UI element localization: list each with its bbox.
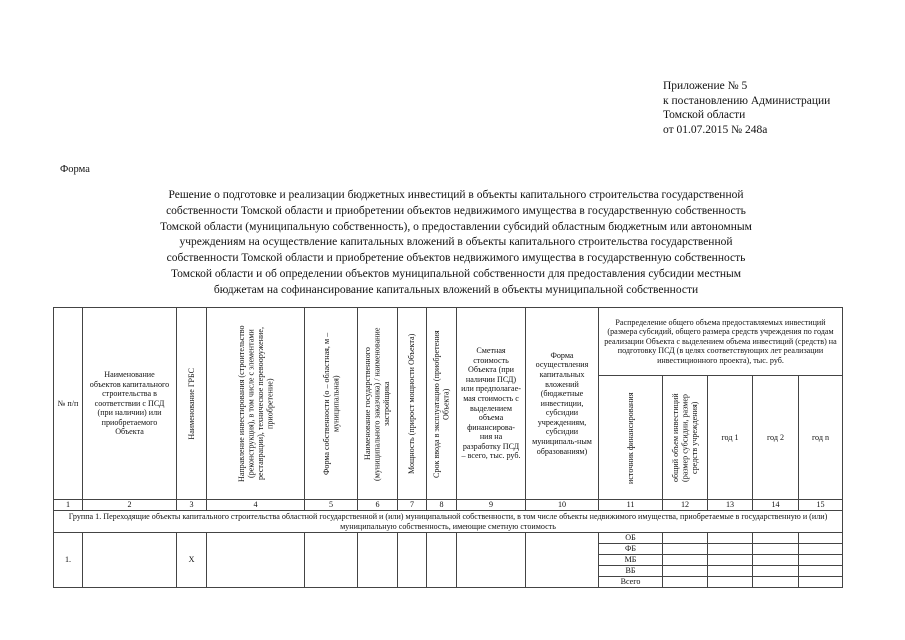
group-1-row: Группа 1. Переходящие объекты капитального строительства областной государственной и (или) муниципальной собственности, в том числе объекты недвижимого имущества, приобретаемые в государственную и (или) муниципальную собственность, имеющие сметную стоимость: [54, 511, 843, 533]
header-investment-form: Форма осуществления капитальных вложений (бюджетные инвестиции, субсидии учреждениям, субсидии муниципаль-ным образованиям): [526, 308, 599, 500]
column-number: 15: [799, 500, 843, 511]
investment-table: [53, 307, 843, 588]
cell: [663, 544, 708, 555]
document-title: [100, 188, 812, 299]
cell: [753, 566, 799, 577]
row-commissioning: [427, 533, 457, 588]
cell: [708, 577, 753, 588]
column-number: 10: [526, 500, 599, 511]
appendix-line: от 01.07.2015 № 248а: [663, 123, 768, 136]
appendix-block: [663, 79, 830, 137]
funding-source-mb: МБ: [599, 555, 663, 566]
column-number: 2: [83, 500, 177, 511]
funding-source-vb: ВБ: [599, 566, 663, 577]
cell: [753, 533, 799, 544]
funding-source-ob: ОБ: [599, 533, 663, 544]
header-year-n: год n: [799, 376, 843, 500]
cell: [753, 555, 799, 566]
header-funding-source: источник финансирования: [599, 376, 663, 500]
column-number: 8: [427, 500, 457, 511]
appendix-line: Приложение № 5: [663, 80, 748, 92]
row-capacity: [398, 533, 427, 588]
title-line: Томской области (муниципальную собственность), о предоставлении субсидий областным бюджетным или автономным: [160, 220, 752, 233]
header-total-volume: общий объем инвестиций (размер субсидии, размер средств учреждения): [663, 376, 708, 500]
column-number: 12: [663, 500, 708, 511]
cell: [708, 566, 753, 577]
cell: [663, 577, 708, 588]
header-capacity: Мощность (прирост мощности Объекта): [398, 308, 427, 500]
header-year-2: год 2: [753, 376, 799, 500]
row-estimated-cost: [457, 533, 526, 588]
column-number: 3: [177, 500, 207, 511]
row-object-name: [83, 533, 177, 588]
header-object-name: Наименование объектов капитального строительства в соответствии с ПСД (при наличии) или приобретаемого Объекта: [83, 308, 177, 500]
column-number-row: [54, 500, 843, 511]
header-distribution: Распределение общего объема предоставляемых инвестиций (размера субсидий, общего размера средств учреждения по годам реализации Объекта с выделением объема инвестиций (средств) на подготовку ПСД (в целях соответствующих лет реализации инвестиционного проекта), тыс. руб.: [599, 308, 843, 376]
table-row: [54, 533, 843, 544]
header-num: № п/п: [54, 308, 83, 500]
funding-source-total: Всего: [599, 577, 663, 588]
column-number: 1: [54, 500, 83, 511]
cell: [708, 544, 753, 555]
header-year-1: год 1: [708, 376, 753, 500]
cell: [799, 555, 843, 566]
cell: [799, 566, 843, 577]
column-number: 11: [599, 500, 663, 511]
cell: [753, 577, 799, 588]
title-line: Томской области и об определении объектов муниципальной собственности для предоставления субсидии местным: [171, 267, 741, 280]
column-number: 4: [207, 500, 305, 511]
row-grbs: Х: [177, 533, 207, 588]
row-customer: [358, 533, 398, 588]
title-line: Решение о подготовке и реализации бюджетных инвестиций в объекты капитального строительства государственной: [168, 189, 744, 201]
header-customer: Наименование государственного (муниципального заказчика) / наименование застройщика: [358, 308, 398, 500]
row-number: 1.: [54, 533, 83, 588]
title-line: собственности Томской области и приобретение объектов недвижимого имущества в государственную собственность: [166, 252, 746, 265]
cell: [663, 533, 708, 544]
title-line: собственности Томской области и приобретении объектов недвижимого имущества в государственную собственность: [166, 204, 746, 217]
cell: [708, 555, 753, 566]
funding-source-fb: ФБ: [599, 544, 663, 555]
cell: [663, 566, 708, 577]
cell: [753, 544, 799, 555]
title-line: учреждениям на осуществление капитальных вложений в объекты капитального строительства государственной: [179, 236, 733, 249]
column-number: 7: [398, 500, 427, 511]
title-line: бюджетам на софинансирование капитальных вложений в объекты муниципальной собственности: [213, 283, 699, 296]
column-number: 13: [708, 500, 753, 511]
appendix-line: к постановлению Администрации: [663, 94, 831, 107]
column-number: 5: [305, 500, 358, 511]
column-number: 9: [457, 500, 526, 511]
cell: [799, 544, 843, 555]
appendix-line: Томской области: [663, 109, 746, 121]
form-label: Форма: [60, 164, 90, 175]
column-number: 6: [358, 500, 398, 511]
row-direction: [207, 533, 305, 588]
cell: [663, 555, 708, 566]
header-estimated-cost: Сметная стоимость Объекта (при наличии ПСД) или предполагае-мая стоимость с выделением объема финансирова-ния на разработку ПСД – всего, тыс. руб.: [457, 308, 526, 500]
cell: [799, 533, 843, 544]
row-investment-form: [526, 533, 599, 588]
header-direction: Направление инвестирования (строительство (реконструкция), в том числе с элементами реставрации), техническое перевооружение, приобретение): [207, 308, 305, 500]
row-ownership: [305, 533, 358, 588]
cell: [799, 577, 843, 588]
header-grbs: Наименование ГРБС: [177, 308, 207, 500]
cell: [708, 533, 753, 544]
column-number: 14: [753, 500, 799, 511]
header-ownership: Форма собственности (о – областная, м – муниципальная): [305, 308, 358, 500]
header-commissioning: Срок ввода в эксплуатацию (приобретения Объекта): [427, 308, 457, 500]
